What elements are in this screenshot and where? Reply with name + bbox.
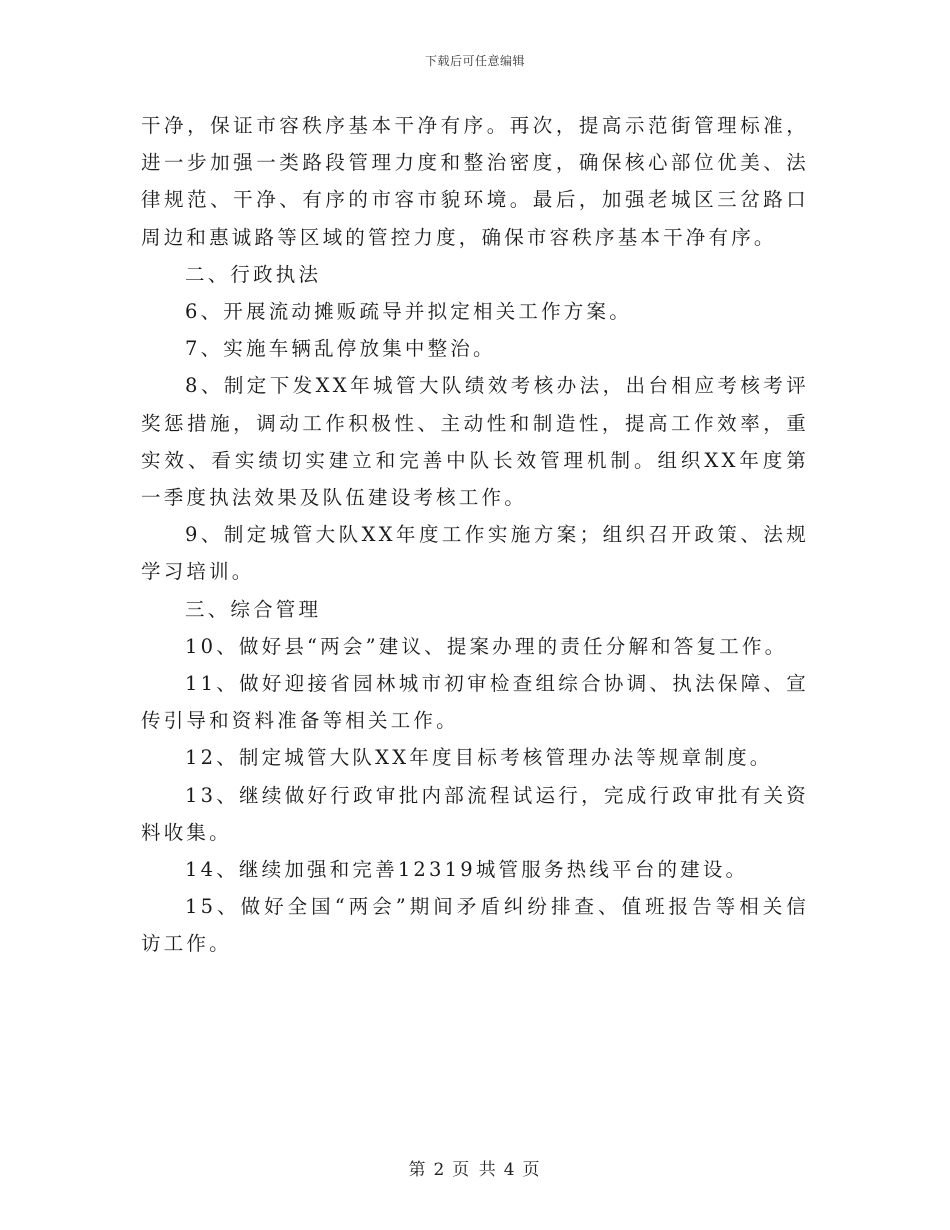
- list-item-10: 10、做好县“两会”建议、提案办理的责任分解和答复工作。: [185, 634, 788, 658]
- list-item-13: 13、继续做好行政审批内部流程试运行，完成行政审批有关资料收集。: [141, 783, 809, 844]
- list-item-14: 14、继续加强和完善12319城管服务热线平台的建设。: [185, 858, 749, 882]
- page-number-footer: [0, 1155, 950, 1180]
- footer-prefix: 第: [408, 1160, 428, 1180]
- current-page-number: 2: [433, 1160, 447, 1180]
- document-body: [141, 107, 809, 963]
- section-heading-administrative-enforcement: 二、行政执法: [185, 262, 322, 286]
- page-header-note: 下载后可任意编辑: [424, 54, 525, 68]
- list-item-12: 12、制定城管大队XX年度目标考核管理办法等规章制度。: [185, 746, 773, 770]
- list-item-8: 8、制定下发XX年城管大队绩效考核办法，出台相应考核考评奖惩措施，调动工作积极性、主动性和制造性，提高工作效率，重实效、看实绩切实建立和完善中队长效管理机制。组织XX年度第一季度执法效果及队伍建设考核工作。: [141, 374, 809, 510]
- list-item-11: 11、做好迎接省园林城市初审检查组综合协调、执法保障、宣传引导和资料准备等相关工作。: [141, 672, 809, 733]
- footer-middle: 页 共: [452, 1160, 498, 1180]
- list-item-9: 9、制定城管大队XX年度工作实施方案；组织召开政策、法规学习培训。: [141, 523, 809, 584]
- total-page-count: 4: [503, 1160, 517, 1180]
- list-item-15: 15、做好全国“两会”期间矛盾纠纷排查、值班报告等相关信访工作。: [141, 895, 809, 956]
- footer-suffix: 页: [522, 1160, 542, 1180]
- list-item-7: 7、实施车辆乱停放集中整治。: [185, 337, 496, 361]
- paragraph-continuation: 干净，保证市容秩序基本干净有序。再次，提高示范街管理标准，进一步加强一类路段管理力度和整治密度，确保核心部位优美、法律规范、干净、有序的市容市貌环境。最后，加强老城区三岔路口周边和惠诚路等区域的管控力度，确保市容秩序基本干净有序。: [141, 114, 809, 249]
- list-item-6: 6、开展流动摊贩疏导并拟定相关工作方案。: [185, 300, 632, 324]
- section-heading-comprehensive-management: 三、综合管理: [185, 597, 322, 621]
